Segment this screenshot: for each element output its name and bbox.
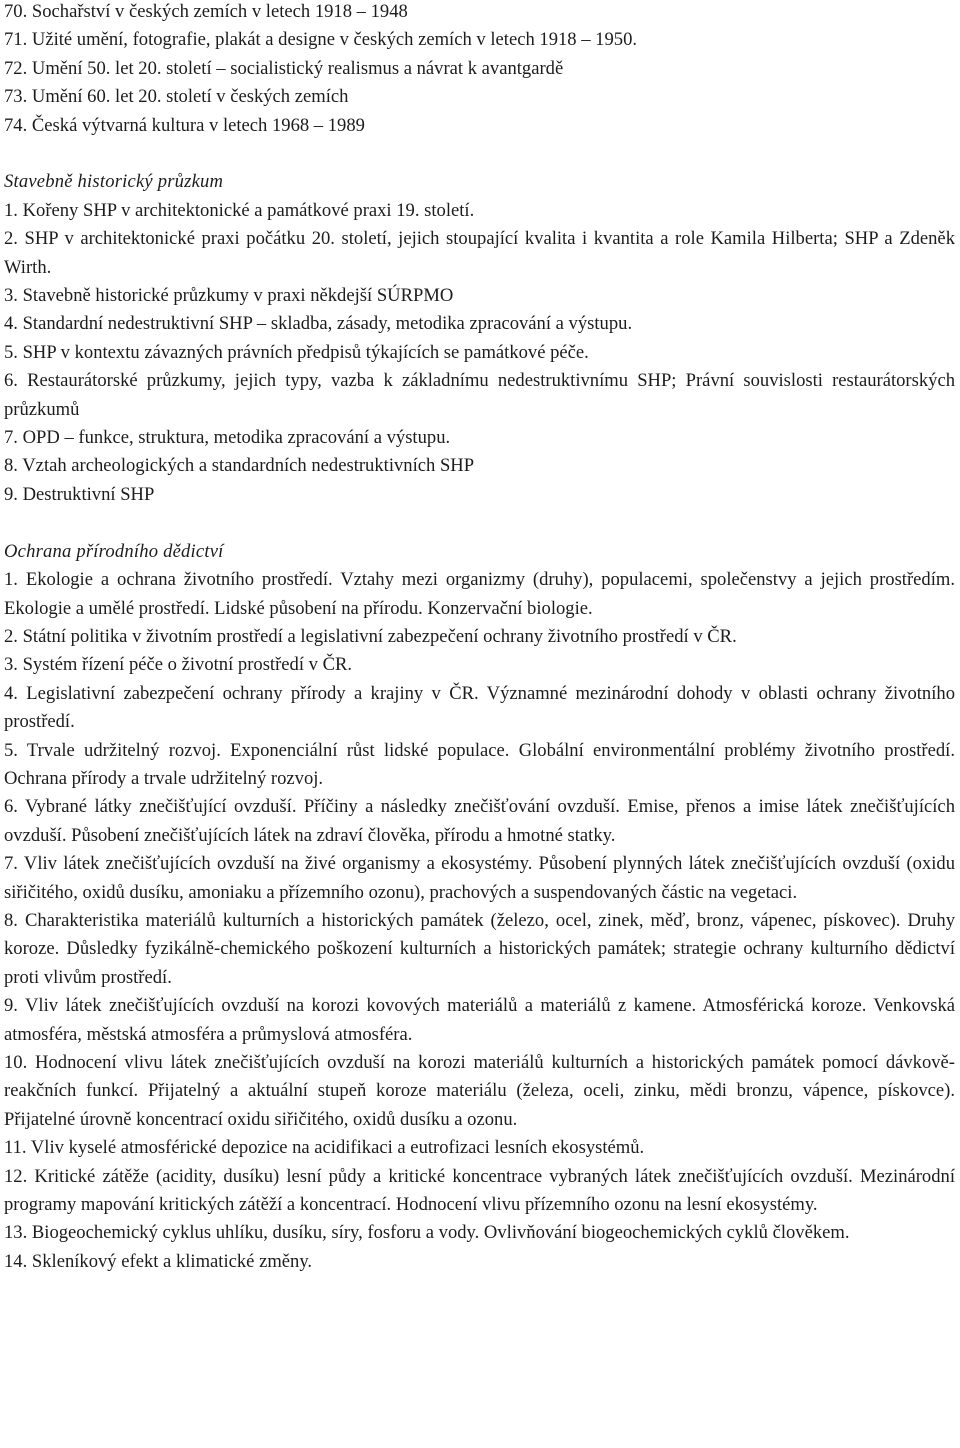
list-item: 7. Vliv látek znečišťujících ovzduší na živé organismy a ekosystémy. Působení plynných látek znečišťujících ovzduší (oxidu siřičitého, oxidů dusíku, amoniaku a přízemního ozonu), prachových a suspendovaných částic na vegetaci. <box>4 853 955 903</box>
list-item: 3. Systém řízení péče o životní prostředí v ČR. <box>4 654 353 676</box>
list-item: 9. Destruktivní SHP <box>4 483 155 505</box>
list-item: 3. Stavebně historické průzkumy v praxi někdejší SÚRPMO <box>4 285 454 307</box>
list-item: 14. Skleníkový efekt a klimatické změny. <box>4 1250 313 1272</box>
section-heading: Stavebně historický průzkum <box>4 171 224 193</box>
list-item: 1. Ekologie a ochrana životního prostředí. Vztahy mezi organizmy (druhy), populacemi, společenstvy a jejich prostředím. Ekologie a umělé prostředí. Lidské působení na přírodu. Konzervační biologie. <box>4 569 955 619</box>
list-item: 8. Charakteristika materiálů kulturních a historických památek (železo, ocel, zinek, měď, bronz, vápenec, pískovec). Druhy koroze. Důsledky fyzikálně-chemického poškození kulturních a historických památek; strategie ochrany kulturního dědictví proti vlivům prostředí. <box>4 909 955 988</box>
list-item: 73. Umění 60. let 20. století v českých zemích <box>4 86 349 108</box>
list-item: 2. Státní politika v životním prostředí a legislativní zabezpečení ochrany životního prostředí v ČR. <box>4 625 737 647</box>
list-item: 4. Standardní nedestruktivní SHP – skladba, zásady, metodika zpracování a výstupu. <box>4 313 633 335</box>
list-item: 8. Vztah archeologických a standardních nedestruktivních SHP <box>4 455 475 477</box>
top-list <box>4 0 955 140</box>
list-item: 12. Kritické zátěže (acidity, dusíku) lesní půdy a kritické koncentrace vybraných látek znečišťujících ovzduší. Mezinárodní programy mapování kritických zátěží a koncentrací. Hodnocení vlivu přízemního ozonu na lesní ekosystémy. <box>4 1165 955 1216</box>
section-shp <box>4 168 955 509</box>
list-item: 4. Legislativní zabezpečení ochrany přírody a krajiny v ČR. Významné mezinárodní dohody v oblasti ochrany životního prostředí. <box>4 682 955 733</box>
list-item: 1. Kořeny SHP v architektonické a památkové praxi 19. století. <box>4 199 475 221</box>
list-item: 2. SHP v architektonické praxi počátku 20. století, jejich stoupající kvalita i kvantita a role Kamila Hilberta; SHP a Zdeněk Wirth. <box>4 228 955 278</box>
list-item: 5. Trvale udržitelný rozvoj. Exponenciální růst lidské populace. Globální environmentální problémy životního prostředí. Ochrana přírody a trvale udržitelný rozvoj. <box>4 739 955 789</box>
list-item: 72. Umění 50. let 20. století – socialistický realismus a návrat k avantgardě <box>4 57 564 79</box>
list-item: 10. Hodnocení vlivu látek znečišťujících ovzduší na korozi materiálů kulturních a historických památek pomocí dávkově-reakčních funkcí. Přijatelný a aktuální stupeň koroze materiálu (železa, oceli, zinku, mědi bronzu, vápence, pískovce). Přijatelné úrovně koncentrací oxidu siřičitého, oxidů dusíku a ozonu. <box>4 1052 955 1130</box>
list-item: 6. Restaurátorské průzkumy, jejich typy, vazba k základnímu nedestruktivnímu SHP; Právní souvislosti restaurátorských průzkumů <box>4 370 955 420</box>
list-item: 7. OPD – funkce, struktura, metodika zpracování a výstupu. <box>4 427 451 449</box>
list-item: 13. Biogeochemický cyklus uhlíku, dusíku, síry, fosforu a vody. Ovlivňování biogeochemických cyklů člověkem. <box>4 1222 850 1244</box>
list-item: 71. Užité umění, fotografie, plakát a designe v českých zemích v letech 1918 – 1950. <box>4 29 638 51</box>
list-item: 6. Vybrané látky znečišťující ovzduší. Příčiny a následky znečišťování ovzduší. Emise, přenos a imise látek znečišťujících ovzduší. Působení znečišťujících látek na zdraví člověka, přírodu a hmotné statky. <box>4 796 955 846</box>
list-item: 70. Sochařství v českých zemích v letech 1918 – 1948 <box>4 1 408 22</box>
section-heading: Ochrana přírodního dědictví <box>4 540 224 562</box>
list-item: 9. Vliv látek znečišťujících ovzduší na korozi kovových materiálů a materiálů z kamene. Atmosférická koroze. Venkovská atmosféra, městská atmosféra a průmyslová atmosféra. <box>4 995 955 1045</box>
list-item: 5. SHP v kontextu závazných právních předpisů týkajících se památkové péče. <box>4 341 589 363</box>
section-nature <box>4 538 955 1277</box>
list-item: 74. Česká výtvarná kultura v letech 1968 – 1989 <box>4 114 365 136</box>
list-item: 11. Vliv kyselé atmosférické depozice na acidifikaci a eutrofizaci lesních ekosystémů. <box>4 1137 645 1159</box>
